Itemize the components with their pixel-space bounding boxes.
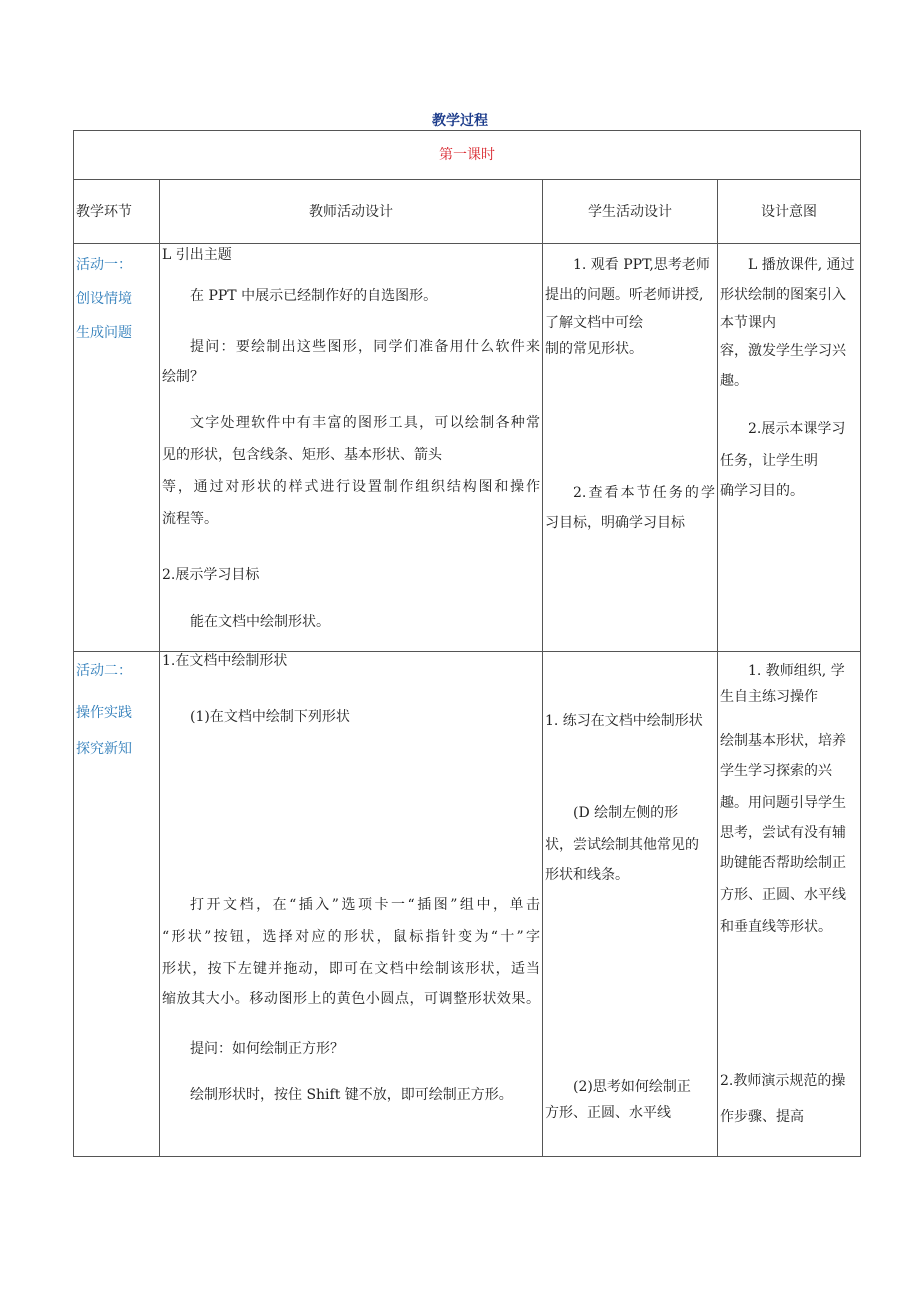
row1-intent-cell	[718, 244, 861, 652]
row2-student-b2: 状，尝试绘制其他常见的	[545, 837, 699, 853]
row1-student-a4: 制的常见形状。	[545, 341, 643, 357]
lesson-table	[73, 130, 861, 1157]
row1-teacher-h2: 2.展示学习目标	[162, 567, 260, 583]
row2-teacher-q: 提问：如何绘制正方形？	[190, 1041, 344, 1057]
row2-student-b3: 形状和线条。	[545, 867, 629, 883]
row2-teacher-a: 绘制形状时，按住 Shift 键不放，即可绘制正方形。	[190, 1087, 513, 1103]
row2-intent-a2: 生自主练习操作	[720, 689, 818, 702]
row2-stage-2: 操作实践	[76, 705, 132, 721]
row2-student-c1: (2)思考如何绘制正	[573, 1079, 691, 1095]
row2-intent-b7: 和垂直线等形状。	[720, 919, 832, 935]
row1-teacher-p3b: 见的形状，包含线条、矩形、基本形状、箭头	[162, 447, 442, 463]
row1-intent-b1: 2.展示本课学习	[748, 421, 846, 437]
header-teacher: 教师活动设计	[160, 180, 543, 244]
row2-student-b1: (D 绘制左侧的形	[573, 805, 679, 821]
row1-stage-1: 活动一：	[76, 257, 132, 273]
row1-intent-a1: L 播放课件, 通过	[748, 257, 855, 273]
row1-student-a2: 提出的问题。听老师讲授,	[545, 287, 704, 303]
row1-teacher-p1: 在 PPT 中展示已经制作好的自选图形。	[190, 288, 438, 304]
row1-student-b2: 习目标，明确学习目标	[545, 515, 685, 531]
page-title: 教学过程	[432, 113, 488, 129]
row1-intent-a3: 本节课内	[720, 315, 776, 331]
row1-teacher-p3d: 流程等。	[162, 511, 218, 527]
row1-intent-a2: 形状绘制的图案引入	[720, 287, 846, 303]
row1-teacher-cell	[160, 244, 543, 652]
row1-teacher-p4: 能在文档中绘制形状。	[190, 614, 330, 630]
row1-intent-b2: 任务，让学生明	[720, 453, 818, 469]
row1-intent-a4: 容，激发学生学习兴	[720, 343, 846, 359]
row2-teacher-p1b: “形状”按钮，选择对应的形状，鼠标指针变为“十”字	[162, 929, 540, 945]
row1-teacher-p2b: 绘制？	[162, 369, 204, 385]
row2-intent-b2: 学生学习探索的兴	[720, 763, 832, 779]
row2-intent-cell	[718, 652, 861, 1157]
row2-teacher-h2: (1)在文档中绘制下列形状	[190, 709, 350, 725]
row1-intent-a5: 趣。	[720, 373, 748, 389]
row2-intent-c2: 作步骤、提高	[720, 1109, 804, 1125]
row2-intent-b4: 思考，尝试有没有辅	[720, 825, 846, 841]
row2-teacher-p1d: 缩放其大小。移动图形上的黄色小圆点，可调整形状效果。	[162, 991, 540, 1007]
header-student: 学生活动设计	[543, 180, 718, 244]
row2-intent-b1: 绘制基本形状，培养	[720, 733, 846, 749]
row1-student-cell	[543, 244, 718, 652]
row1-student-a1: 1. 观看 PPT,思考老师	[573, 257, 710, 273]
header-intent: 设计意图	[718, 180, 861, 244]
row2-teacher-h1: 1.在文档中绘制形状	[162, 653, 288, 669]
row2-intent-b6: 方形、正圆、水平线	[720, 887, 846, 903]
lesson-label: 第一课时	[74, 131, 861, 180]
row1-teacher-p3a: 文字处理软件中有丰富的图形工具，可以绘制各种常	[190, 415, 540, 431]
row2-intent-b5: 助键能否帮助绘制正	[720, 855, 846, 871]
row2-stage-cell	[74, 652, 160, 1157]
row2-teacher-p1c: 形状，按下左键并拖动，即可在文档中绘制该形状，适当	[162, 961, 540, 977]
row1-stage-cell	[74, 244, 160, 652]
row2-intent-a1: 1. 教师组织, 学	[748, 663, 845, 679]
row2-teacher-cell	[160, 652, 543, 1157]
row1-teacher-p3c: 等，通过对形状的样式进行设置制作组织结构图和操作	[162, 479, 540, 495]
row1-student-a3: 了解文档中可绘	[545, 315, 643, 331]
row1-stage-2: 创设情境	[76, 291, 132, 307]
row2-stage-1: 活动二：	[76, 663, 132, 679]
row2-student-a1: 1. 练习在文档中绘制形状	[545, 713, 703, 729]
row2-teacher-p1a: 打开文档，在“插入”选项卡一“插图”组中，单击	[190, 897, 540, 913]
row2-intent-c1: 2.教师演示规范的操	[720, 1073, 846, 1089]
row2-intent-b3: 趣。用问题引导学生	[720, 795, 846, 811]
row1-stage-3: 生成问题	[76, 325, 132, 341]
row1-teacher-p2a: 提问：要绘制出这些图形，同学们准备用什么软件来	[190, 339, 540, 355]
row2-student-c2: 方形、正圆、水平线	[545, 1105, 671, 1121]
row2-student-cell	[543, 652, 718, 1157]
row1-teacher-h1: L 引出主题	[162, 247, 232, 263]
row2-stage-3: 探究新知	[76, 741, 132, 757]
header-stage: 教学环节	[74, 180, 160, 244]
row1-intent-b3: 确学习目的。	[720, 483, 804, 499]
row1-student-b1: 2.查看本节任务的学	[573, 485, 715, 501]
